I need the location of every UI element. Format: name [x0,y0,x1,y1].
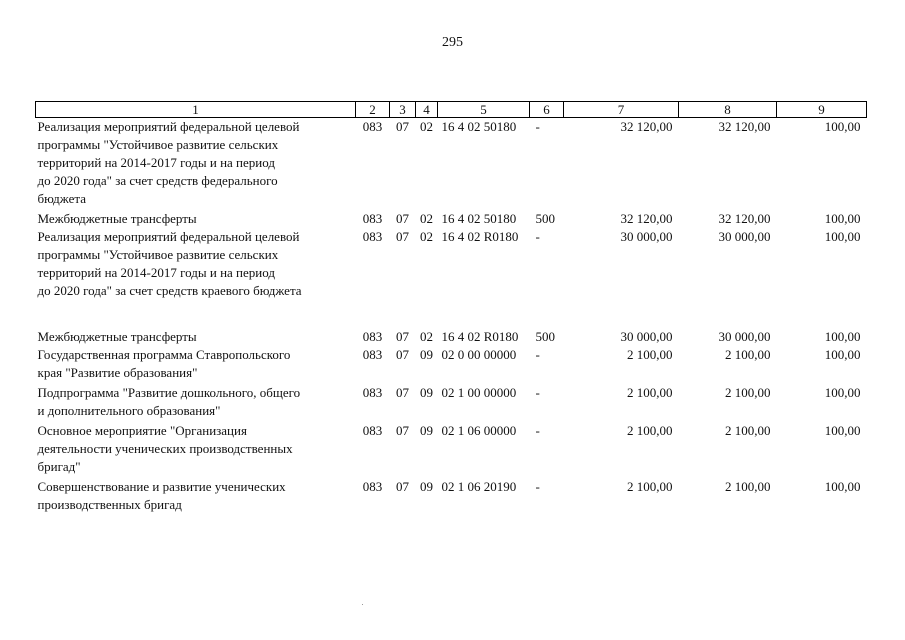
row-code-3: 07 [396,423,409,438]
row-code-3: 07 [396,119,409,134]
col-header-9: 9 [777,102,867,118]
row-value-9: 100,00 [824,385,861,400]
row-name: Межбюджетные трансферты [37,211,197,226]
row-code-4: 09 [420,479,433,494]
row-name: Реализация мероприятий федеральной целевой программы "Устойчивое развитие сельских территорий на 2014-2017 годы и на период до 2020 года" за счет средств краевого бюджета [37,229,302,298]
row-name: Подпрограмма "Развитие дошкольного, общего и дополнительного образования" [37,385,301,418]
col-header-6: 6 [530,102,564,118]
header-row [36,102,867,118]
table-row [36,346,867,382]
table-row [36,118,867,209]
row-code-6: - [535,479,540,494]
row-value-8: 32 120,00 [718,211,771,226]
row-value-9: 100,00 [824,211,861,226]
table-row [36,326,867,346]
row-value-9: 100,00 [824,229,861,244]
row-code-4: 02 [420,119,433,134]
row-code-3: 07 [396,479,409,494]
row-code-4: 02 [420,229,433,244]
col-header-2: 2 [356,102,390,118]
row-code-6: 500 [535,211,555,226]
row-value-9: 100,00 [824,347,861,362]
table-row [36,476,867,514]
row-value-9: 100,00 [824,423,861,438]
row-code-4: 09 [420,385,433,400]
budget-table [35,101,867,514]
row-code-2: 083 [362,347,383,362]
col-header-5: 5 [438,102,530,118]
row-code-5: 16 4 02 50180 [441,211,517,226]
table-row [36,208,867,228]
row-code-4: 09 [420,347,433,362]
row-code-6: - [535,385,540,400]
col-header-1: 1 [36,102,356,118]
row-code-5: 02 0 00 00000 [441,347,517,362]
row-value-8: 32 120,00 [718,119,771,134]
row-code-2: 083 [362,229,383,244]
row-code-3: 07 [396,329,409,344]
row-value-9: 100,00 [824,119,861,134]
row-name: Реализация мероприятий федеральной целевой программы "Устойчивое развитие сельских территорий на 2014-2017 годы и на период до 2020 года" за счет средств федерального бюджета [37,119,300,206]
col-header-8: 8 [679,102,777,118]
row-name: Совершенствование и развитие ученических производственных бригад [37,479,286,512]
row-value-8: 30 000,00 [718,229,771,244]
row-code-3: 07 [396,211,409,226]
row-code-3: 07 [396,347,409,362]
row-code-5: 02 1 06 00000 [441,423,517,438]
row-value-8: 2 100,00 [725,347,771,362]
row-code-6: - [535,229,540,244]
row-value-7: 32 120,00 [620,211,673,226]
row-code-6: 500 [535,329,555,344]
row-code-3: 07 [396,385,409,400]
row-code-5: 16 4 02 R0180 [441,229,519,244]
row-code-6: - [535,347,540,362]
row-value-8: 30 000,00 [718,329,771,344]
scan-speck [362,604,363,605]
row-code-5: 16 4 02 R0180 [441,329,519,344]
page-number: 295 [442,35,463,50]
col-header-4: 4 [416,102,438,118]
row-code-2: 083 [362,119,383,134]
row-code-2: 083 [362,329,383,344]
row-code-6: - [535,119,540,134]
row-value-9: 100,00 [824,479,861,494]
table-row [36,420,867,476]
row-code-4: 02 [420,329,433,344]
row-code-5: 16 4 02 50180 [441,119,517,134]
row-value-9: 100,00 [824,329,861,344]
row-code-4: 09 [420,423,433,438]
row-value-8: 2 100,00 [725,423,771,438]
row-value-7: 30 000,00 [620,329,673,344]
row-code-5: 02 1 06 20190 [441,479,517,494]
row-code-2: 083 [362,479,383,494]
row-code-2: 083 [362,385,383,400]
row-code-2: 083 [362,211,383,226]
row-value-7: 2 100,00 [627,385,673,400]
row-code-5: 02 1 00 00000 [441,385,517,400]
row-name: Основное мероприятие "Организация деятельности ученических производственных бригад" [37,423,293,474]
table-row [36,228,867,326]
row-value-7: 30 000,00 [620,229,673,244]
row-value-7: 2 100,00 [627,479,673,494]
row-value-7: 2 100,00 [627,347,673,362]
col-header-7: 7 [564,102,679,118]
table-row [36,382,867,420]
row-value-8: 2 100,00 [725,479,771,494]
row-value-7: 2 100,00 [627,423,673,438]
row-code-4: 02 [420,211,433,226]
row-code-2: 083 [362,423,383,438]
row-name: Межбюджетные трансферты [37,329,197,344]
row-name: Государственная программа Ставропольского края "Развитие образования" [37,347,291,380]
row-code-3: 07 [396,229,409,244]
row-value-7: 32 120,00 [620,119,673,134]
col-header-3: 3 [390,102,416,118]
row-code-6: - [535,423,540,438]
row-value-8: 2 100,00 [725,385,771,400]
